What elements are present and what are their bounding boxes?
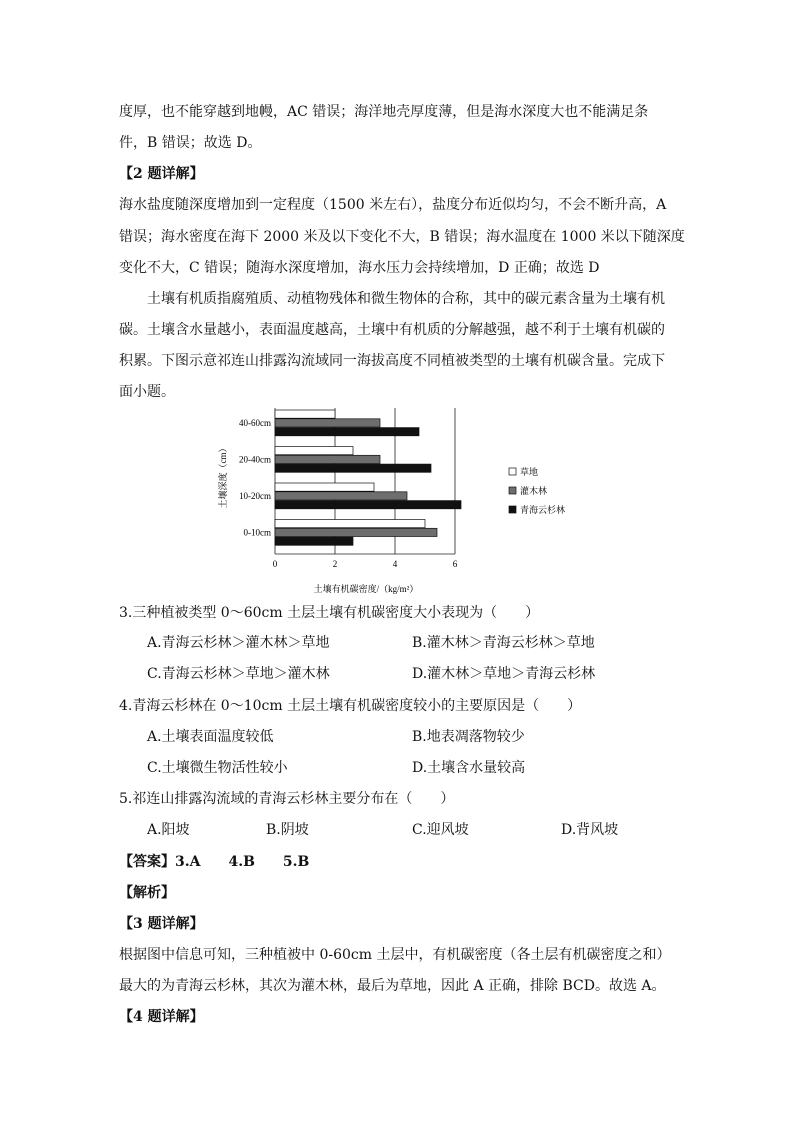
y-tick-label: 20-40cm (239, 454, 271, 465)
x-tick-label: 4 (392, 559, 398, 569)
soil-carbon-bar-chart (214, 404, 594, 600)
legend-label: 灌木林 (520, 486, 548, 496)
text-line: 度厚，也不能穿越到地幔，AC 错误；海洋地壳厚度薄，但是海水深度大也不能满足条 (119, 104, 649, 120)
bar (275, 464, 431, 472)
text-line: 错误；海水密度在海下 2000 米及以下变化不大，B 错误；海水温度在 1000 米以下随深度 (119, 229, 685, 245)
question-5-stem: 5.祁连山排露沟流域的青海云杉林主要分布在（ ） (119, 791, 455, 807)
text-line: 件，B 错误；故选 D。 (119, 135, 262, 151)
legend-label: 青海云杉林 (520, 505, 566, 515)
text-line: 面小题。 (119, 384, 175, 400)
text-line: 海水盐度随深度增加到一定程度（1500 米左右），盐度分布近似均匀，不会不断升高，A (119, 197, 667, 213)
question-4-stem: 4.青海云杉林在 0～10cm 土层土壤有机碳密度较小的主要原因是（ ） (119, 698, 582, 714)
chart-legend (509, 466, 565, 515)
q4-option-a[interactable]: A.土壤表面温度较低 (147, 729, 274, 745)
bar (275, 428, 419, 436)
legend-label: 草地 (520, 467, 539, 477)
q4-option-c[interactable]: C.土壤微生物活性较小 (147, 760, 288, 776)
q5-option-b[interactable]: B.阴坡 (266, 822, 309, 838)
question-3-stem: 3.三种植被类型 0～60cm 土层土壤有机碳密度大小表现为（ ） (119, 605, 540, 621)
x-tick-label: 2 (332, 559, 338, 569)
text-line: 土壤有机质指腐殖质、动植物残体和微生物体的合称，其中的碳元素含量为土壤有机 (147, 291, 665, 307)
text-line: 积累。下图示意祁连山排露沟流域同一海拔高度不同植被类型的土壤有机碳含量。完成下 (119, 353, 665, 369)
analysis-heading: 【解析】 (119, 885, 175, 901)
q5-option-a[interactable]: A.阳坡 (147, 822, 190, 838)
section-heading: 【2 题详解】 (119, 166, 204, 182)
bar (275, 455, 380, 463)
x-tick-label: 6 (452, 559, 458, 569)
y-axis-label: 土壤深度（cm） (218, 443, 228, 509)
q3-option-c[interactable]: C.青海云杉林＞草地＞灌木林 (147, 666, 330, 682)
bar (275, 447, 353, 455)
section-heading: 【4 题详解】 (119, 1009, 204, 1025)
text-line: 根据图中信息可知，三种植被中 0-60cm 土层中，有机碳密度（各土层有机碳密度之和） (119, 947, 671, 963)
bar (275, 410, 335, 418)
q3-option-b[interactable]: B.灌木林＞青海云杉林＞草地 (412, 635, 595, 651)
section-heading: 【3 题详解】 (119, 916, 204, 932)
x-axis-label: 土壤有机碳密度/（kg/m²） (313, 584, 419, 594)
bar (275, 528, 437, 536)
q4-option-b[interactable]: B.地表凋落物较少 (412, 729, 525, 745)
legend-swatch (509, 468, 516, 475)
bar (275, 537, 353, 545)
text-line: 变化不大，C 错误；随海水深度增加，海水压力会持续增加，D 正确；故选 D (119, 260, 600, 276)
q5-option-d[interactable]: D.背风坡 (561, 822, 619, 838)
q4-option-d[interactable]: D.土壤含水量较高 (412, 760, 526, 776)
legend-swatch (509, 506, 516, 513)
q5-option-c[interactable]: C.迎风坡 (412, 822, 469, 838)
bar (275, 419, 380, 427)
legend-swatch (509, 487, 516, 494)
bar (275, 492, 407, 500)
text-line: 碳。土壤含水量越小，表面温度越高，土壤中有机质的分解越强，越不利于土壤有机碳的 (119, 322, 665, 338)
bar (275, 483, 374, 491)
q3-option-a[interactable]: A.青海云杉林＞灌木林＞草地 (147, 635, 330, 651)
q3-option-d[interactable]: D.灌木林＞草地＞青海云杉林 (412, 666, 596, 682)
bar (275, 501, 461, 509)
bar (275, 520, 425, 528)
y-tick-label: 40-60cm (239, 418, 271, 429)
x-tick-label: 0 (272, 559, 278, 569)
text-line: 最大的为青海云杉林，其次为灌木林，最后为草地，因此 A 正确，排除 BCD。故选 A。 (119, 978, 666, 994)
y-tick-label: 0-10cm (243, 527, 271, 538)
answer-line: 【答案】3.A 4.B 5.B (119, 854, 310, 870)
y-tick-label: 10-20cm (239, 491, 271, 502)
